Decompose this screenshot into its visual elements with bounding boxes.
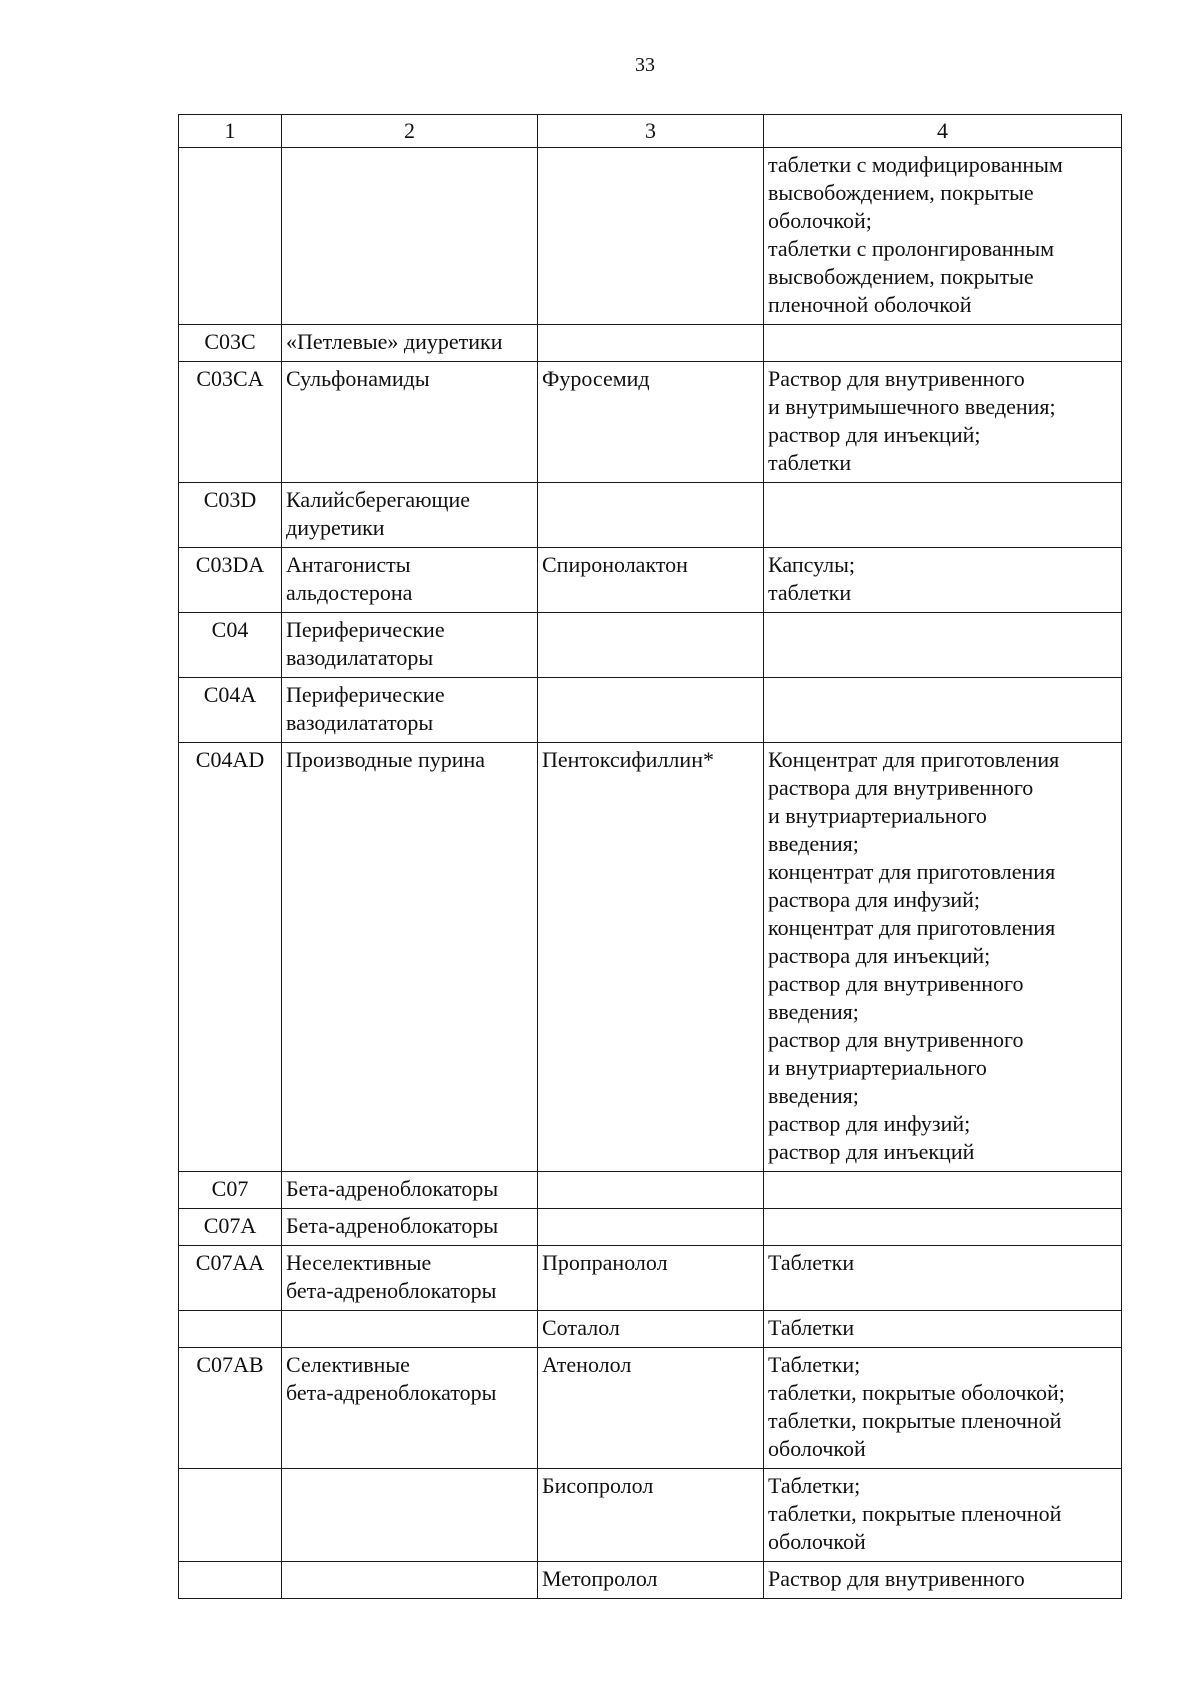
dosage-forms-line: таблетки, покрытые пленочной [768, 1501, 1062, 1526]
group-name-line: вазодилататоры [286, 710, 434, 735]
dosage-forms-line: и внутриартериального [768, 1055, 987, 1080]
atc-code-cell: C03CA [179, 362, 282, 483]
dosage-forms-line: Раствор для внутривенного [768, 1566, 1025, 1591]
dosage-forms-line: раствор для инфузий; [768, 1111, 971, 1136]
table-body [179, 148, 1122, 1599]
dosage-forms-line: таблетки, покрытые оболочкой; [768, 1380, 1065, 1405]
dosage-forms-line: Таблетки; [768, 1473, 861, 1498]
dosage-forms-line: раствор для инъекций [768, 1139, 975, 1164]
table-row [179, 548, 1122, 613]
group-name-line: Антагонисты [286, 552, 411, 577]
column-header-4: 4 [764, 115, 1122, 148]
group-name-cell [282, 362, 538, 483]
dosage-forms-line: Таблетки [768, 1250, 855, 1275]
drug-name-cell [538, 1209, 764, 1246]
dosage-forms-cell [764, 1246, 1122, 1311]
drug-name-cell [538, 1562, 764, 1599]
dosage-forms-cell [764, 325, 1122, 362]
dosage-forms-line: раствор для внутривенного [768, 971, 1024, 996]
dosage-forms-line: Таблетки [768, 1315, 855, 1340]
group-name-line: Селективные [286, 1352, 410, 1377]
drug-name-cell [538, 548, 764, 613]
dosage-forms-cell [764, 1209, 1122, 1246]
atc-code-cell: C07A [179, 1209, 282, 1246]
atc-code-cell: C04AD [179, 743, 282, 1172]
dosage-forms-line: таблетки с пролонгированным [768, 236, 1055, 261]
dosage-forms-cell [764, 148, 1122, 325]
table-row [179, 1562, 1122, 1599]
dosage-forms-line: Капсулы; [768, 552, 856, 577]
atc-code-cell [179, 1562, 282, 1599]
dosage-forms-cell [764, 743, 1122, 1172]
table-row [179, 1311, 1122, 1348]
group-name-cell [282, 1311, 538, 1348]
dosage-forms-line: введения; [768, 831, 859, 856]
drug-name-cell [538, 1311, 764, 1348]
table-row [179, 1172, 1122, 1209]
dosage-forms-cell [764, 362, 1122, 483]
table-row [179, 1209, 1122, 1246]
table-header-row [179, 115, 1122, 148]
dosage-forms-line: Таблетки; [768, 1352, 861, 1377]
drug-name-cell [538, 362, 764, 483]
dosage-forms-cell [764, 678, 1122, 743]
group-name-line: Бета-адреноблокаторы [286, 1176, 499, 1201]
dosage-forms-line: и внутриартериального [768, 803, 987, 828]
dosage-forms-line: концентрат для приготовления [768, 915, 1056, 940]
dosage-forms-line: введения; [768, 999, 859, 1024]
drug-name-line: Метопролол [542, 1566, 658, 1591]
dosage-forms-line: таблетки с модифицированным [768, 152, 1063, 177]
dosage-forms-line: таблетки [768, 450, 852, 475]
atc-code-cell: C03D [179, 483, 282, 548]
group-name-cell [282, 1348, 538, 1469]
drug-name-line: Пентоксифиллин* [542, 747, 714, 772]
column-header-3: 3 [538, 115, 764, 148]
group-name-line: бета-адреноблокаторы [286, 1278, 497, 1303]
dosage-forms-line: высвобождением, покрытые [768, 264, 1034, 289]
drug-name-cell [538, 1469, 764, 1562]
group-name-cell [282, 325, 538, 362]
drug-classification-table [178, 114, 1122, 1599]
table-row [179, 1246, 1122, 1311]
group-name-line: Периферические [286, 617, 445, 642]
group-name-cell [282, 548, 538, 613]
group-name-cell [282, 1172, 538, 1209]
table-row [179, 743, 1122, 1172]
atc-code-cell: C04 [179, 613, 282, 678]
dosage-forms-cell [764, 1311, 1122, 1348]
drug-name-line: Соталол [542, 1315, 620, 1340]
dosage-forms-line: и внутримышечного введения; [768, 394, 1056, 419]
drug-name-cell [538, 678, 764, 743]
group-name-line: альдостерона [286, 580, 413, 605]
group-name-cell [282, 743, 538, 1172]
atc-code-cell: C04A [179, 678, 282, 743]
atc-code-cell: C07AA [179, 1246, 282, 1311]
dosage-forms-line: высвобождением, покрытые [768, 180, 1034, 205]
table-row [179, 1469, 1122, 1562]
dosage-forms-line: раствор для инъекций; [768, 422, 981, 447]
group-name-line: вазодилататоры [286, 645, 434, 670]
table-row [179, 362, 1122, 483]
table-row [179, 613, 1122, 678]
drug-name-line: Фуросемид [542, 366, 650, 391]
atc-code-cell [179, 148, 282, 325]
drug-name-line: Пропранолол [542, 1250, 668, 1275]
atc-code-cell: C03DA [179, 548, 282, 613]
table-row [179, 483, 1122, 548]
group-name-line: Неселективные [286, 1250, 432, 1275]
drug-name-line: Атенолол [542, 1352, 632, 1377]
drug-name-line: Бисопролол [542, 1473, 654, 1498]
atc-code-cell: C07 [179, 1172, 282, 1209]
atc-code-cell: C07AB [179, 1348, 282, 1469]
drug-name-line: Спиронолактон [542, 552, 688, 577]
dosage-forms-line: раствора для инъекций; [768, 943, 991, 968]
group-name-line: Калийсберегающие [286, 487, 471, 512]
group-name-cell [282, 1246, 538, 1311]
dosage-forms-line: концентрат для приготовления [768, 859, 1056, 884]
dosage-forms-line: Раствор для внутривенного [768, 366, 1025, 391]
group-name-cell [282, 1469, 538, 1562]
atc-code-cell [179, 1311, 282, 1348]
drug-name-cell [538, 613, 764, 678]
group-name-line: бета-адреноблокаторы [286, 1380, 497, 1405]
dosage-forms-cell [764, 548, 1122, 613]
table-row [179, 148, 1122, 325]
group-name-line: Сульфонамиды [286, 366, 430, 391]
dosage-forms-cell [764, 1562, 1122, 1599]
table-row [179, 1348, 1122, 1469]
dosage-forms-cell [764, 1348, 1122, 1469]
dosage-forms-line: введения; [768, 1083, 859, 1108]
group-name-line: «Петлевые» диуретики [286, 329, 503, 354]
group-name-line: Бета-адреноблокаторы [286, 1213, 499, 1238]
page-number: 33 [635, 54, 655, 76]
dosage-forms-cell [764, 1172, 1122, 1209]
column-header-1: 1 [179, 115, 282, 148]
group-name-cell [282, 148, 538, 325]
dosage-forms-line: таблетки [768, 580, 852, 605]
group-name-cell [282, 483, 538, 548]
dosage-forms-line: оболочкой [768, 1436, 866, 1461]
table-row [179, 678, 1122, 743]
dosage-forms-line: раствора для внутривенного [768, 775, 1034, 800]
table-row [179, 325, 1122, 362]
drug-name-cell [538, 1172, 764, 1209]
atc-code-cell: C03C [179, 325, 282, 362]
dosage-forms-line: Концентрат для приготовления [768, 747, 1060, 772]
group-name-cell [282, 1562, 538, 1599]
group-name-cell [282, 613, 538, 678]
drug-name-cell [538, 148, 764, 325]
drug-name-cell [538, 483, 764, 548]
dosage-forms-cell [764, 613, 1122, 678]
dosage-forms-line: раствор для внутривенного [768, 1027, 1024, 1052]
dosage-forms-line: таблетки, покрытые пленочной [768, 1408, 1062, 1433]
column-header-2: 2 [282, 115, 538, 148]
group-name-line: Производные пурина [286, 747, 486, 772]
group-name-line: Периферические [286, 682, 445, 707]
atc-code-cell [179, 1469, 282, 1562]
drug-name-cell [538, 743, 764, 1172]
group-name-cell [282, 1209, 538, 1246]
dosage-forms-line: оболочкой; [768, 208, 872, 233]
dosage-forms-cell [764, 483, 1122, 548]
drug-name-cell [538, 325, 764, 362]
dosage-forms-line: пленочной оболочкой [768, 292, 972, 317]
dosage-forms-line: оболочкой [768, 1529, 866, 1554]
dosage-forms-cell [764, 1469, 1122, 1562]
group-name-line: диуретики [286, 515, 385, 540]
drug-name-cell [538, 1348, 764, 1469]
drug-name-cell [538, 1246, 764, 1311]
group-name-cell [282, 678, 538, 743]
dosage-forms-line: раствора для инфузий; [768, 887, 981, 912]
